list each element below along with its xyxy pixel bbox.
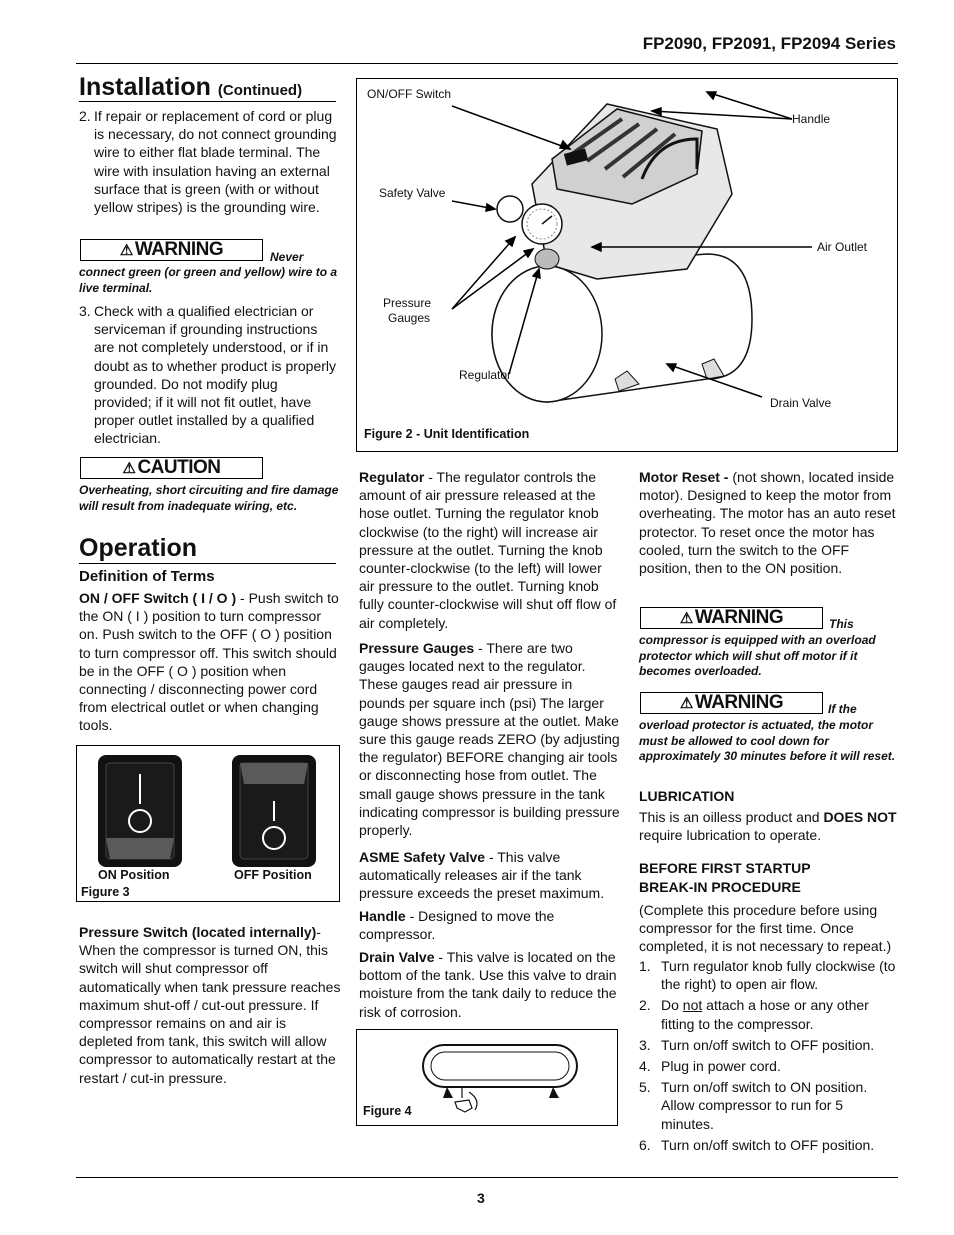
installation-title-suffix: (Continued) <box>217 82 303 99</box>
label-safety-valve: Safety Valve <box>379 186 446 200</box>
figure4-caption: Figure 4 <box>363 1104 412 1118</box>
startup-heading-1: BEFORE FIRST STARTUP <box>639 860 811 876</box>
gauges-definition: Pressure Gauges - There are two gauges located next to the regulator. These gauges read air pressure in pounds per square inch (psi) The larger gauge shows pressure at the outlet. Make sure this gauge reads ZERO (by adjusting the regulator) BEFORE changing air tools or disconnecting hose from outlet. The small gauge shows pressure in the tank indicating compressor is building pressure properly. <box>359 640 620 839</box>
figure3-caption: Figure 3 <box>81 885 130 899</box>
caution-badge: ⚠ CAUTION <box>80 457 263 479</box>
warning-badge-1: ⚠ WARNING <box>80 239 263 261</box>
operation-rule <box>79 563 336 564</box>
list-item: 4. Plug in power cord. <box>639 1058 781 1075</box>
list-item: 5. Turn on/off switch to ON position. Allow compressor to run for 5 minutes. <box>639 1079 868 1132</box>
operation-title: Operation <box>79 534 198 562</box>
lubrication-text: This is an oilless product and DOES NOT require lubrication to operate. <box>639 809 897 844</box>
label-air-outlet: Air Outlet <box>817 240 868 254</box>
startup-steps <box>639 957 897 1157</box>
label-handle: Handle <box>792 112 831 126</box>
installation-title: Installation (Continued) <box>79 73 303 101</box>
off-position-label: OFF Position <box>234 868 312 882</box>
header-rule <box>76 63 898 64</box>
handle-definition: Handle - Designed to move the compressor. <box>359 908 555 943</box>
warning2-text-a: This <box>829 617 854 631</box>
warning-badge-2: ⚠ WARNING <box>640 607 823 629</box>
figure-4 <box>356 1029 618 1126</box>
warning-badge-3: ⚠ WARNING <box>640 692 823 714</box>
page-number: 3 <box>477 1190 485 1206</box>
list-item: 6. Turn on/off switch to OFF position. <box>639 1136 875 1153</box>
warning1-text-a: Never <box>270 250 304 264</box>
figure2-caption: Figure 2 - Unit Identification <box>364 427 530 441</box>
series-title: FP2090, FP2091, FP2094 Series <box>642 34 896 53</box>
footer-rule <box>76 1177 898 1178</box>
onoff-definition: ON / OFF Switch ( I / O ) - Push switch to the ON ( I ) position to turn compressor on. Push switch to the OFF ( O ) position to turn compressor off. This switch should be in the OFF ( O ) position when connecting / disconnecting power cord from electrical outlet or when changing tools. <box>79 590 339 734</box>
installation-item-3: 3. Check with a qualified electrician or serviceman if grounding instructions are not completely understood, or if in doubt as to whether product is properly grounded. Do not modify plug provided; if it will not fit outlet, have proper outlet installed by a qualified electrician. <box>79 303 337 447</box>
startup-heading-2: BREAK-IN PROCEDURE <box>639 879 801 895</box>
list-item: 3. Turn on/off switch to OFF position. <box>639 1036 875 1053</box>
definition-heading: Definition of Terms <box>79 568 215 585</box>
figure-3 <box>76 745 340 902</box>
on-position-label: ON Position <box>98 868 170 882</box>
asme-definition: ASME Safety Valve - This valve automatically releases air if the tank pressure exceeds the preset maximum. <box>359 849 605 902</box>
warning2-text-b: compressor is equipped with an overload protector which will shut off motor if it becomes overloaded. <box>639 633 876 678</box>
pressure-switch-definition: Pressure Switch (located internally)- When the compressor is turned ON, this switch will shut compressor off automatically when tank pressure reaches maximum shut-off / cut-out pressure. If compressor remains on and air is depleted from tank, this switch will allow compressor to automatically restart at the restart / cut-in pressure. <box>79 924 341 1086</box>
startup-intro: (Complete this procedure before using compressor for the first time. Once completed, it is not necessary to repeat.) <box>639 902 892 955</box>
label-regulator: Regulator <box>459 368 512 382</box>
installation-item-2: 2. If repair or replacement of cord or plug is necessary, do not connect grounding wire to either flat blade terminal. The wire with insulation having an external surface that is green (with or without yellow stripes) is the grounding wire. <box>79 108 337 216</box>
label-onoff-switch: ON/OFF Switch <box>367 87 452 101</box>
motor-reset-definition: Motor Reset - (not shown, located inside motor). Designed to keep the motor from overheating. The motor has an auto reset protector. To reset once the motor has cooled, turn the switch to the OFF position, then to the ON position. <box>639 469 896 577</box>
installation-rule <box>79 101 336 102</box>
warning-triangle-icon: ⚠ <box>679 610 693 627</box>
list-item: 1. Turn regulator knob fully clockwise (to the right) to open air flow. <box>639 958 896 993</box>
warning-triangle-icon: ⚠ <box>679 695 693 712</box>
warning1-text-b: connect green (or green and yellow) wire to a live terminal. <box>79 265 338 295</box>
caution-text: Overheating, short circuiting and fire damage will result from inadequate wiring, etc. <box>79 483 339 513</box>
list-item: 2. Do not attach a hose or any other fitting to the compressor. <box>639 997 869 1032</box>
warning3-text-b: overload protector is actuated, the motor must be allowed to cool down for approximately 30 minutes before it will reset. <box>639 718 896 763</box>
regulator-definition: Regulator - The regulator controls the amount of air pressure released at the hose outlet. Turning the regulator knob clockwise (to the right) will increase air pressure at the outlet. Turning the knob counter-clockwise (to the left) will lower air pressure to the outlet. Turning knob fully counter-clockwise will shut off flow of air completely. <box>359 469 617 631</box>
label-drain-valve: Drain Valve <box>770 396 832 410</box>
label-pressure-2: Gauges <box>388 311 431 325</box>
label-pressure-1: Pressure <box>383 296 432 310</box>
figure-2 <box>356 78 898 452</box>
warning-triangle-icon: ⚠ <box>119 242 133 259</box>
lubrication-heading: LUBRICATION <box>639 788 735 804</box>
caution-triangle-icon: ⚠ <box>122 460 136 477</box>
warning3-text-a: If the <box>828 702 857 716</box>
drain-definition: Drain Valve - This valve is located on the bottom of the tank. Use this valve to drain moisture from the tank daily to reduce the risk of corrosion. <box>359 949 617 1020</box>
